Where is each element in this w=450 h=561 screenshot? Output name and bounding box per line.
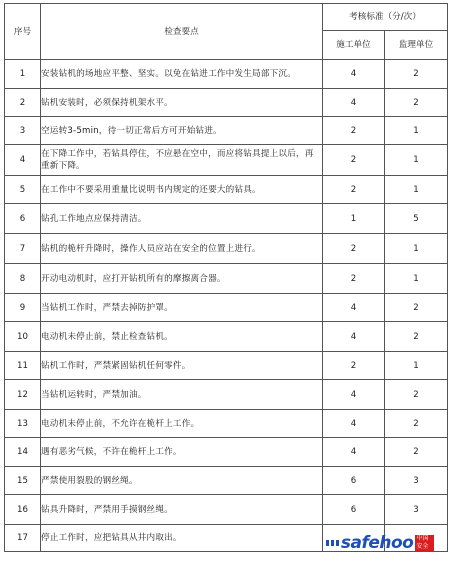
table-row [5, 294, 448, 322]
row-seq: 15 [5, 467, 41, 495]
table-row [5, 264, 448, 294]
row-item: 在工作中不要采用重量比说明书内规定的还要大的钻具。 [41, 176, 323, 204]
row-item: 钻机的桅杆升降时，操作人员应站在安全的位置上进行。 [41, 234, 323, 264]
row-item: 停止工作时，应把钻具从井内取出。 [41, 525, 323, 552]
header-construction: 施工单位 [323, 31, 385, 60]
row-supervision-score: 2 [385, 60, 448, 89]
row-item: 开动电动机时，应打开钻机所有的摩擦离合器。 [41, 264, 323, 294]
row-construction-score: 1 [323, 204, 385, 234]
row-seq: 13 [5, 410, 41, 438]
row-seq: 2 [5, 89, 41, 117]
table-row [5, 117, 448, 145]
row-construction-score: 4 [323, 322, 385, 352]
row-supervision-score: 1 [385, 176, 448, 204]
row-item: 钻机安装时，必须保持机架水平。 [41, 89, 323, 117]
row-seq: 5 [5, 176, 41, 204]
row-item: 严禁使用裂股的钢丝绳。 [41, 467, 323, 495]
table-row [5, 380, 448, 410]
table-row [5, 467, 448, 495]
row-construction-score: 4 [323, 380, 385, 410]
row-seq: 11 [5, 352, 41, 380]
row-item: 当钻机工作时，严禁去掉防护罩。 [41, 294, 323, 322]
row-supervision-score: 1 [385, 117, 448, 145]
header-seq: 序号 [5, 4, 41, 60]
table-row [5, 234, 448, 264]
row-supervision-score: 1 [385, 264, 448, 294]
table-body [5, 60, 448, 552]
row-construction-score: 2 [323, 176, 385, 204]
row-supervision-score: 1 [385, 234, 448, 264]
row-construction-score: 4 [323, 294, 385, 322]
row-supervision-score: 3 [385, 495, 448, 525]
row-seq: 17 [5, 525, 41, 552]
row-seq: 10 [5, 322, 41, 352]
table-row [5, 495, 448, 525]
safehoo-watermark [326, 535, 434, 551]
row-item: 电动机未停止前，禁止检查钻机。 [41, 322, 323, 352]
row-construction-score: 6 [323, 467, 385, 495]
row-item: 当钻机运转时，严禁加油。 [41, 380, 323, 410]
row-item: 空运转3-5min，待一切正常后方可开始钻进。 [41, 117, 323, 145]
row-seq: 14 [5, 438, 41, 467]
row-supervision-score: 2 [385, 322, 448, 352]
row-supervision-score: 1 [385, 145, 448, 176]
row-supervision-score: 5 [385, 204, 448, 234]
watermark-logo: safehoo [340, 533, 414, 553]
row-seq: 6 [5, 204, 41, 234]
row-supervision-score: 2 [385, 438, 448, 467]
row-construction-score: 2 [323, 145, 385, 176]
row-seq: 3 [5, 117, 41, 145]
row-supervision-score: 2 [385, 294, 448, 322]
header-standard: 考核标准（分/次） [323, 4, 448, 31]
table-row [5, 204, 448, 234]
table-row [5, 145, 448, 176]
table-row [5, 352, 448, 380]
row-seq: 12 [5, 380, 41, 410]
watermark-dots-icon [326, 540, 340, 546]
row-item: 钻机工作时，严禁紧固钻机任何零件。 [41, 352, 323, 380]
row-seq: 7 [5, 234, 41, 264]
row-construction-score: 4 [323, 89, 385, 117]
header-supervision: 监理单位 [385, 31, 448, 60]
watermark-cn-badge: 中国安全 [415, 535, 434, 551]
row-construction-score: 2 [323, 264, 385, 294]
row-seq: 4 [5, 145, 41, 176]
row-item: 电动机未停止前，不允许在桅杆上工作。 [41, 410, 323, 438]
row-supervision-score: 3 [385, 467, 448, 495]
row-item: 遇有恶劣气候，不许在桅杆上工作。 [41, 438, 323, 467]
table-row [5, 410, 448, 438]
table-row [5, 60, 448, 89]
row-item: 在下降工作中，若钻具停住，不应悬在空中，而应将钻具提上以后，再重新下降。 [41, 145, 323, 176]
row-item: 钻孔工作地点应保持清洁。 [41, 204, 323, 234]
table-row [5, 89, 448, 117]
row-seq: 1 [5, 60, 41, 89]
row-construction-score: 2 [323, 117, 385, 145]
row-construction-score: 6 [323, 495, 385, 525]
row-seq: 8 [5, 264, 41, 294]
row-item: 钻具升降时，严禁用手摸钢丝绳。 [41, 495, 323, 525]
row-construction-score: 4 [323, 60, 385, 89]
row-seq: 9 [5, 294, 41, 322]
table-row [5, 322, 448, 352]
row-item: 安装钻机的场地应平整、坚实。以免在钻进工作中发生局部下沉。 [41, 60, 323, 89]
row-construction-score: 2 [323, 352, 385, 380]
row-construction-score: 2 [323, 234, 385, 264]
inspection-table [4, 3, 448, 552]
header-item: 检查要点 [41, 4, 323, 60]
table-row [5, 438, 448, 467]
row-supervision-score: 2 [385, 89, 448, 117]
row-construction-score: 4 [323, 410, 385, 438]
row-construction-score: 4 [323, 438, 385, 467]
row-seq: 16 [5, 495, 41, 525]
row-supervision-score: 1 [385, 352, 448, 380]
row-supervision-score: 2 [385, 410, 448, 438]
table-row [5, 176, 448, 204]
row-supervision-score: 2 [385, 380, 448, 410]
